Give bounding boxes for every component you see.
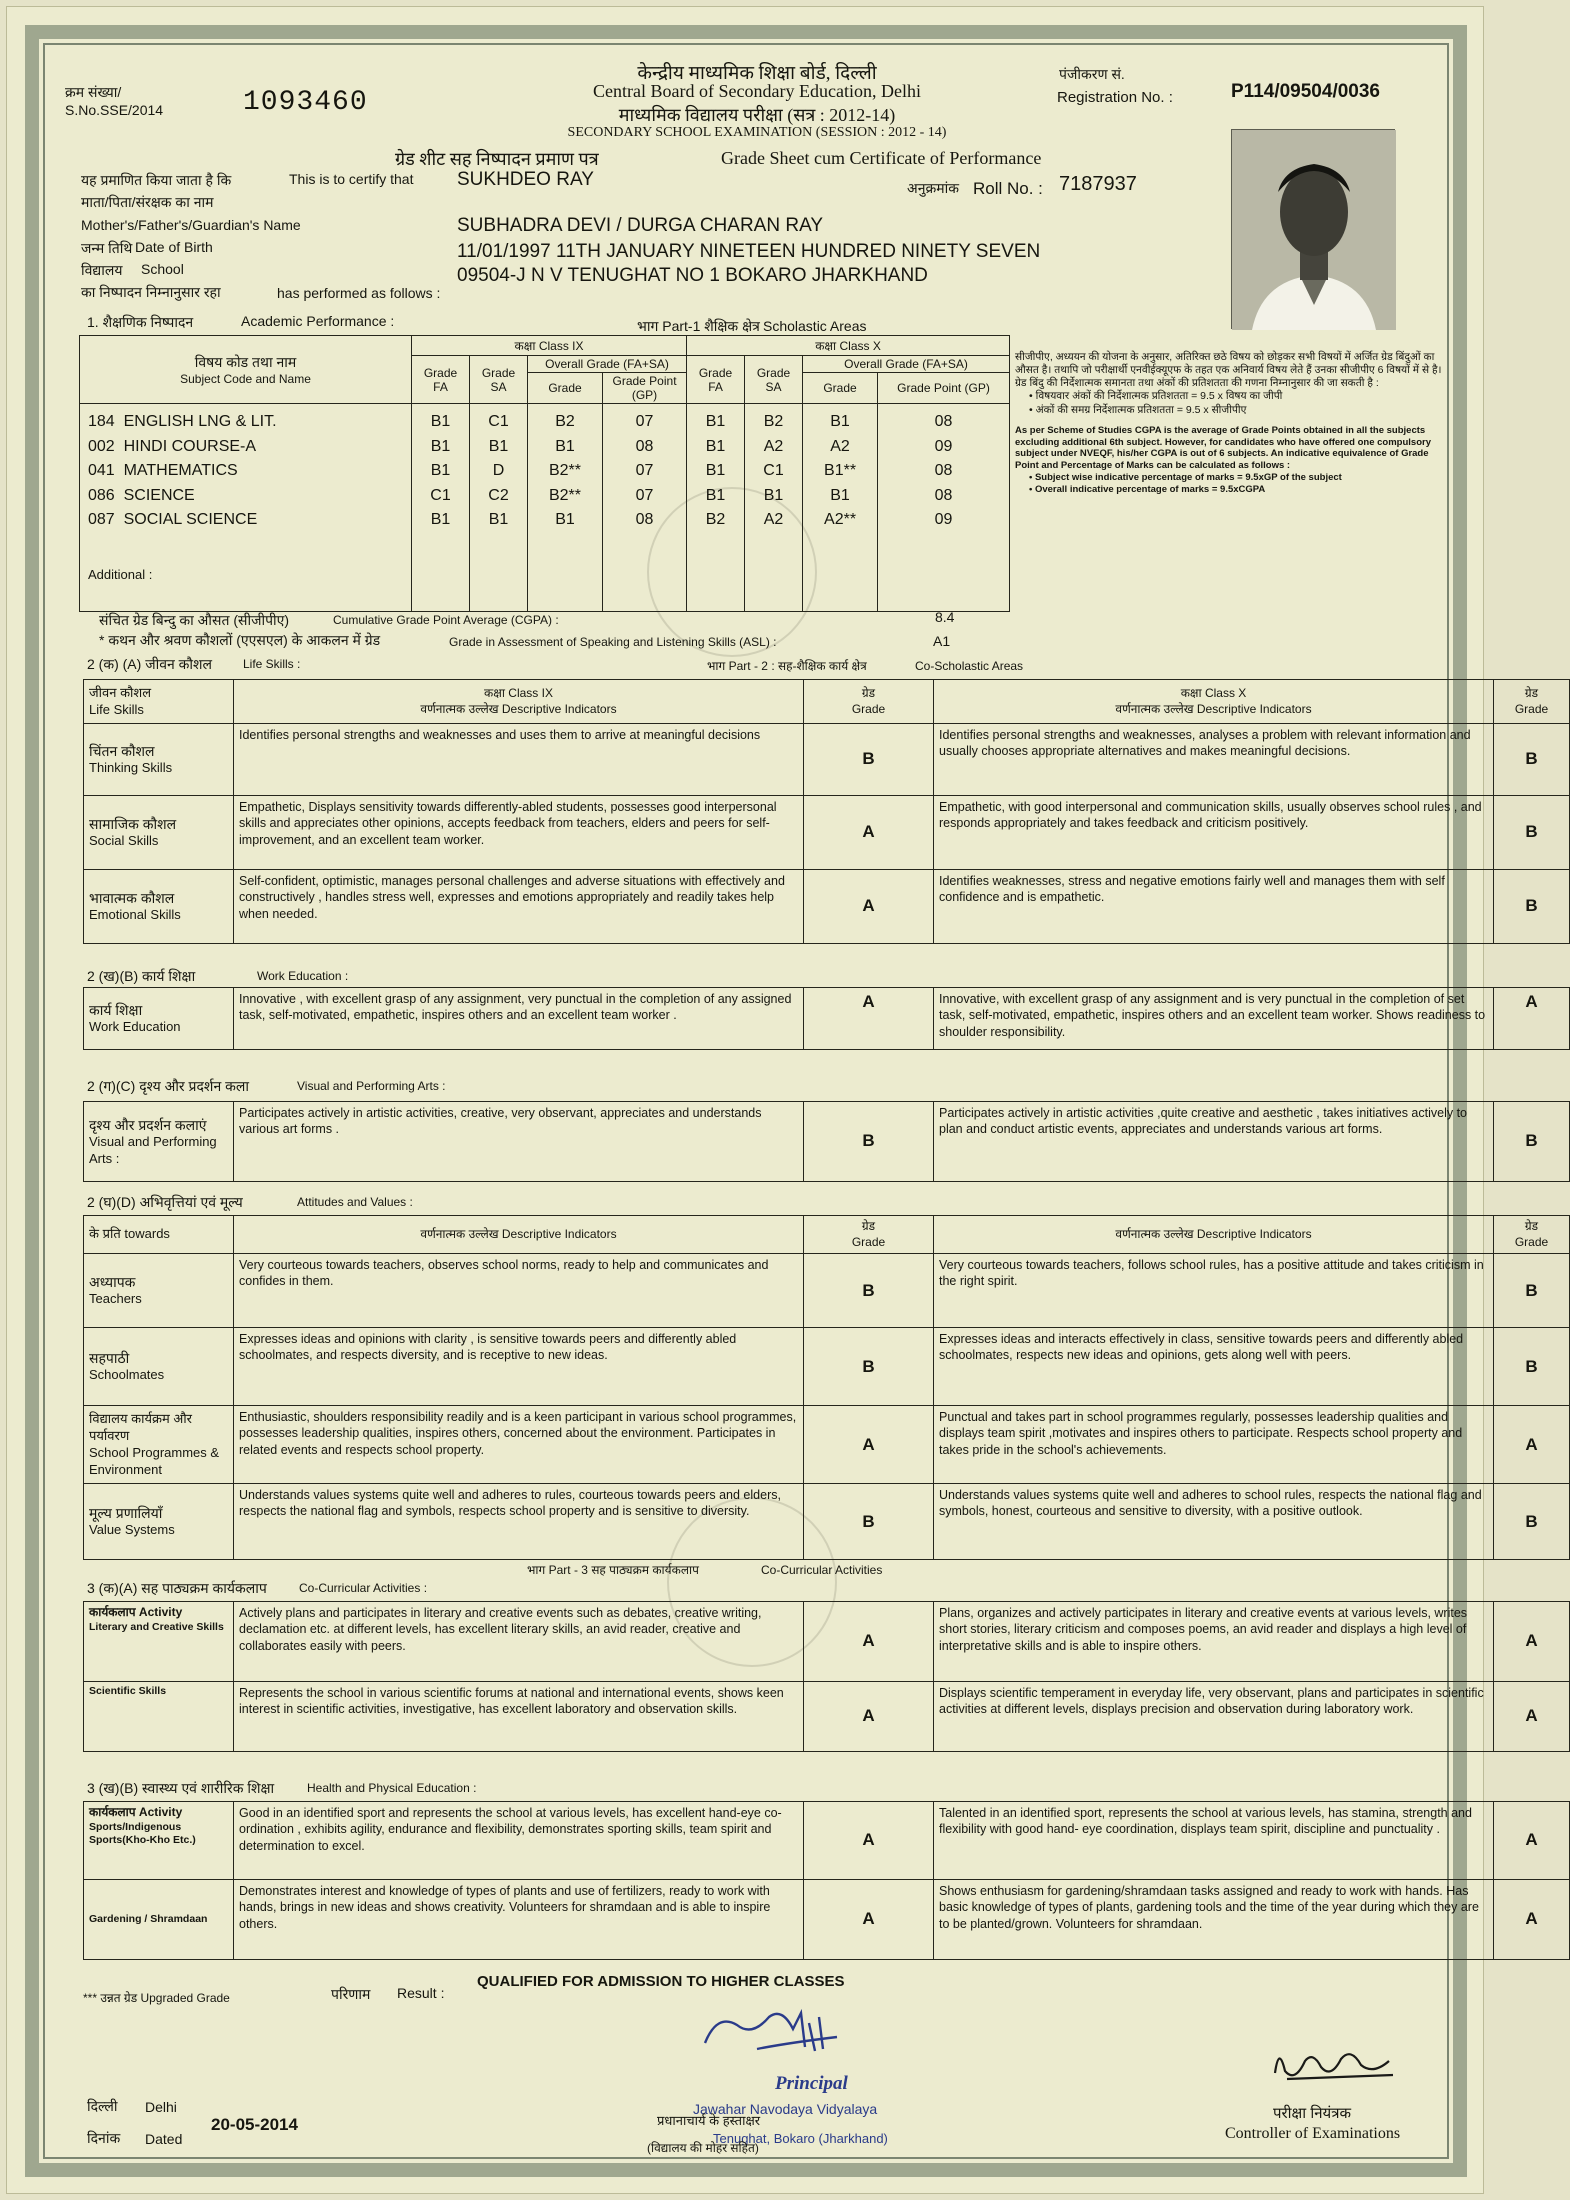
schoolmates-label: सहपाठी Schoolmates bbox=[84, 1328, 234, 1406]
certify-label-hi: यह प्रमाणित किया जाता है कि bbox=[81, 172, 232, 188]
serial-number: 1093460 bbox=[243, 87, 368, 118]
upgraded-grade-note: *** उन्नत ग्रेड Upgraded Grade bbox=[83, 1991, 230, 2005]
social-skills-c10-grade: B bbox=[1494, 796, 1570, 870]
gardening-c10-grade: A bbox=[1494, 1880, 1570, 1960]
board-name: Central Board of Secondary Education, Delhi bbox=[593, 81, 921, 101]
literary-skills-c10-grade: A bbox=[1494, 1602, 1570, 1682]
health-table bbox=[83, 1801, 1570, 1960]
sports-label: कार्यकलाप Activity Sports/Indigenous Sports(Kho-Kho Etc.) bbox=[84, 1802, 234, 1880]
work-education-c10-text: Innovative, with excellent grasp of any assignment and is very punctual in the completion of set task, self-motivated, empathetic, inspires others and an excellent team worker. Shows readiness to shoulder responsibility. bbox=[934, 988, 1494, 1050]
place-label-hi: दिल्ली bbox=[87, 2098, 118, 2114]
roll-label: Roll No. : bbox=[973, 179, 1043, 198]
value-systems-c10-text: Understands values systems quite well and adheres to school rules, respects the national flag and symbols, honest, courteous and sensitive to diversity, with a positive outlook. bbox=[934, 1484, 1494, 1560]
scientific-skills-c9-grade: A bbox=[804, 1682, 934, 1752]
work-education-title-hi: 2 (ख)(B) कार्य शिक्षा bbox=[87, 968, 196, 984]
principal-seal-caption-hi: (विद्यालय की मोहर सहित) bbox=[647, 2141, 759, 2155]
school-programmes-c10-grade: A bbox=[1494, 1406, 1570, 1484]
thinking-skills-c9-text: Identifies personal strengths and weaknesses and uses them to arrive at meaningful decisions bbox=[234, 724, 804, 796]
date-label-hi: दिनांक bbox=[87, 2130, 121, 2146]
c9-overall-head: Overall Grade (FA+SA) bbox=[528, 356, 687, 373]
part1-label-hi: भाग Part-1 शैक्षिक क्षेत्र bbox=[637, 318, 760, 334]
social-skills-c10-text: Empathetic, with good interpersonal and communication skills, usually observes school rules , and responds appropriately and takes feedback and criticism positively. bbox=[934, 796, 1494, 870]
result-label: Result : bbox=[397, 1985, 445, 2001]
scientific-skills-label: Scientific Skills bbox=[84, 1682, 234, 1752]
registration-label-hi: पंजीकरण सं. bbox=[1059, 66, 1125, 82]
life-class9-grade-head: ग्रेड Grade bbox=[804, 680, 934, 724]
performed-label: has performed as follows : bbox=[277, 285, 441, 301]
student-name: SUKHDEO RAY bbox=[457, 169, 594, 190]
subject-row: 087 SOCIAL SCIENCE bbox=[88, 511, 258, 528]
attitudes-table bbox=[83, 1215, 1570, 1560]
school-programmes-c9-text: Enthusiastic, shoulders responsibility readily and is a keen participant in various school programmes, possesses leadership qualities, inspires others, concerned about the environment. Participates in related events and respects school property. bbox=[234, 1406, 804, 1484]
place-label: Delhi bbox=[145, 2099, 177, 2115]
gardening-c9-grade: A bbox=[804, 1880, 934, 1960]
visual-arts-title: Visual and Performing Arts : bbox=[297, 1079, 446, 1093]
teachers-c10-text: Very courteous towards teachers, follows school rules, has a positive attitude and takes criticism in the right spirit. bbox=[934, 1254, 1494, 1328]
academic-section-title-hi: 1. शैक्षणिक निष्पादन bbox=[87, 314, 194, 330]
parents-name: SUBHADRA DEVI / DURGA CHARAN RAY bbox=[457, 215, 824, 236]
sports-c9-text: Good in an identified sport and represents the school at various levels, has excellent hand-eye co-ordination , exhibits agility, endurance and flexibility, demonstrates sporting skills, team spirit and determination to excel. bbox=[234, 1802, 804, 1880]
dob-label: Date of Birth bbox=[135, 239, 213, 255]
principal-signature bbox=[697, 2003, 847, 2063]
result-label-hi: परिणाम bbox=[331, 1986, 371, 2002]
emotional-skills-c9-grade: A bbox=[804, 870, 934, 944]
c10-sa-head: Grade SA bbox=[745, 356, 803, 404]
visual-arts-c9-grade: B bbox=[804, 1102, 934, 1182]
controller-signature bbox=[1265, 2031, 1405, 2091]
scientific-skills-c10-grade: A bbox=[1494, 1682, 1570, 1752]
emotional-skills-c9-text: Self-confident, optimistic, manages personal challenges and adverse situations with effectively and constructively , handles stress well, expresses and emotions appropriately and readily takes help when needed. bbox=[234, 870, 804, 944]
school-programmes-label: विद्यालय कार्यक्रम और पर्यावरण School Programmes & Environment bbox=[84, 1406, 234, 1484]
value-systems-c9-text: Understands values systems quite well and adheres to rules, courteous towards peers and elders, respects the national flag and symbols, respects school property and is sensitive to diversity. bbox=[234, 1484, 804, 1560]
cgpa-value: 8.4 bbox=[935, 609, 955, 625]
controller-title: Controller of Examinations bbox=[1225, 2125, 1401, 2142]
visual-arts-title-hi: 2 (ग)(C) दृश्य और प्रदर्शन कला bbox=[87, 1078, 249, 1094]
class10-header: कक्षा Class X bbox=[687, 336, 1010, 356]
value-systems-c10-grade: B bbox=[1494, 1484, 1570, 1560]
c10-sa-column: B2 A2 C1 B1 A2 bbox=[745, 404, 803, 612]
board-name-hi: केन्द्रीय माध्यमिक शिक्षा बोर्ड, दिल्ली bbox=[637, 63, 877, 84]
social-skills-c9-grade: A bbox=[804, 796, 934, 870]
subject-list bbox=[80, 404, 412, 612]
part3-label: Co-Curricular Activities bbox=[761, 1563, 883, 1577]
parent-label-hi: माता/पिता/संरक्षक का नाम bbox=[81, 194, 214, 210]
life-skills-title-hi: 2 (क) (A) जीवन कौशल bbox=[87, 656, 213, 672]
certify-label: This is to certify that bbox=[289, 171, 414, 187]
c10-overall-head: Overall Grade (FA+SA) bbox=[803, 356, 1010, 373]
principal-stamp-line-1: Jawahar Navodaya Vidyalaya bbox=[693, 2101, 878, 2117]
student-photo bbox=[1231, 129, 1395, 329]
school-label: School bbox=[141, 261, 184, 277]
schoolmates-c9-text: Expresses ideas and opinions with clarity , is sensitive towards peers and differently abled schoolmates, and respects diversity, and is receptive to new ideas. bbox=[234, 1328, 804, 1406]
visual-arts-table bbox=[83, 1101, 1570, 1182]
literary-skills-label: कार्यकलाप Activity Literary and Creative Skills bbox=[84, 1602, 234, 1682]
roll-number: 7187937 bbox=[1059, 173, 1137, 195]
teachers-label: अध्यापक Teachers bbox=[84, 1254, 234, 1328]
visual-arts-c10-text: Participates actively in artistic activities ,quite creative and aesthetic , takes initiatives actively to plan and conduct artistic events, appreciates and understands various art forms. bbox=[934, 1102, 1494, 1182]
part1-label: Scholastic Areas bbox=[763, 318, 867, 334]
gardening-c10-text: Shows enthusiasm for gardening/shramdaan tasks assigned and ready to work with hands. Has basic knowledge of types of plants, gardening tools and the time of the year during which they are to be planted/grown. Volunteers for shramdaan. bbox=[934, 1880, 1494, 1960]
subject-row: 002 HINDI COURSE-A bbox=[88, 437, 257, 455]
principal-signature-caption-hi: प्रधानाचार्य के हस्ताक्षर bbox=[657, 2113, 761, 2128]
co-curricular-table bbox=[83, 1601, 1570, 1752]
schoolmates-c9-grade: B bbox=[804, 1328, 934, 1406]
value-systems-label: मूल्य प्रणालियाँ Value Systems bbox=[84, 1484, 234, 1560]
life-skills-table bbox=[83, 679, 1570, 944]
principal-stamp-line-2: Tenughat, Bokaro (Jharkhand) bbox=[713, 2131, 888, 2146]
emotional-skills-c10-grade: B bbox=[1494, 870, 1570, 944]
c10-gp-column: 08 09 08 08 09 bbox=[878, 404, 1010, 612]
life-class9-head: कक्षा Class IX वर्णनात्मक उल्लेख Descriptive Indicators bbox=[234, 680, 804, 724]
academic-table bbox=[79, 335, 1010, 612]
gardening-label: Gardening / Shramdaan bbox=[84, 1880, 234, 1960]
cgpa-label: Cumulative Grade Point Average (CGPA) : bbox=[333, 613, 559, 627]
school-programmes-c10-text: Punctual and takes part in school programmes regularly, possesses leadership qualities and displays team spirit ,motivates and inspires others to participate. Respects school property and takes pride in the school's achievements. bbox=[934, 1406, 1494, 1484]
grade-sheet bbox=[6, 6, 1549, 2194]
asl-label: Grade in Assessment of Speaking and Listening Skills (ASL) : bbox=[449, 635, 777, 649]
visual-arts-c9-text: Participates actively in artistic activities, creative, very observant, appreciates and understands various art forms . bbox=[234, 1102, 804, 1182]
c10-grade-head: Grade bbox=[803, 373, 878, 404]
literary-skills-c9-text: Actively plans and participates in literary and creative events such as debates, creative writing, declamation etc. at different levels, has excellent literary skills, an avid reader, creative and collaborates easily with peers. bbox=[234, 1602, 804, 1682]
sports-c9-grade: A bbox=[804, 1802, 934, 1880]
c9-fa-column: B1 B1 B1 C1 B1 bbox=[412, 404, 470, 612]
scientific-skills-c10-text: Displays scientific temperament in everyday life, very observant, plans and participates in scientific activities at different levels, displays precision and observation during laboratory work. bbox=[934, 1682, 1494, 1752]
attitudes-c10-grade-head: ग्रेड Grade bbox=[1494, 1216, 1570, 1254]
part2-label: Co-Scholastic Areas bbox=[915, 659, 1024, 673]
attitudes-title: Attitudes and Values : bbox=[297, 1195, 413, 1209]
principal-title: Principal bbox=[775, 2073, 848, 2094]
c10-fa-head: Grade FA bbox=[687, 356, 745, 404]
registration-number: P114/09504/0036 bbox=[1231, 81, 1380, 102]
life-class10-head: कक्षा Class X वर्णनात्मक उल्लेख Descriptive Indicators bbox=[934, 680, 1494, 724]
literary-skills-c10-text: Plans, organizes and actively participates in literary and creative events at various levels, writes short stories, literary criticism and composes poems, an avid reader and displays a high level of interpretative skills and is able to inspire others. bbox=[934, 1602, 1494, 1682]
sr-no-label-hi: क्रम संख्या/ bbox=[65, 84, 122, 100]
value-systems-c9-grade: B bbox=[804, 1484, 934, 1560]
roll-label-hi: अनुक्रमांक bbox=[907, 180, 959, 196]
asl-value: A1 bbox=[933, 633, 951, 649]
teachers-c9-grade: B bbox=[804, 1254, 934, 1328]
health-title-hi: 3 (ख)(B) स्वास्थ्य एवं शारीरिक शिक्षा bbox=[87, 1780, 275, 1796]
school-name: 09504-J N V TENUGHAT NO 1 BOKARO JHARKHAND bbox=[457, 265, 928, 286]
attitudes-col-head: के प्रति towards bbox=[84, 1216, 234, 1254]
attitudes-title-hi: 2 (घ)(D) अभिवृत्तियां एवं मूल्य bbox=[87, 1194, 243, 1210]
date-label: Dated bbox=[145, 2131, 183, 2147]
work-education-title: Work Education : bbox=[257, 969, 349, 983]
social-skills-c9-text: Empathetic, Displays sensitivity towards differently-abled students, possesses good interpersonal skills and appreciates other opinions, accepts feedback from teachers, elders and peers for self-improvement, and an excellent team worker. bbox=[234, 796, 804, 870]
c9-gp-column: 07 08 07 07 08 bbox=[603, 404, 687, 612]
certificate-title: Grade Sheet cum Certificate of Performance bbox=[721, 148, 1042, 168]
c9-sa-head: Grade SA bbox=[470, 356, 528, 404]
attitudes-c10-desc-head: वर्णनात्मक उल्लेख Descriptive Indicators bbox=[934, 1216, 1494, 1254]
cgpa-label-hi: संचित ग्रेड बिन्दु का औसत (सीजीपीए) bbox=[99, 612, 290, 628]
controller-title-hi: परीक्षा नियंत्रक bbox=[1273, 2105, 1352, 2122]
scientific-skills-c9-text: Represents the school in various scientific forums at national and international events, shows keen interest in scientific activities, investigative, has excellent laboratory and observation skills. bbox=[234, 1682, 804, 1752]
emotional-skills-label: भावात्मक कौशल Emotional Skills bbox=[84, 870, 234, 944]
result-value: QUALIFIED FOR ADMISSION TO HIGHER CLASSES bbox=[477, 1973, 845, 1990]
school-programmes-c9-grade: A bbox=[804, 1406, 934, 1484]
teachers-c10-grade: B bbox=[1494, 1254, 1570, 1328]
sr-no-label: S.No.SSE/2014 bbox=[65, 102, 164, 118]
work-education-label: कार्य शिक्षा Work Education bbox=[84, 988, 234, 1050]
part3-label-hi: भाग Part - 3 सह पाठ्यक्रम कार्यकलाप bbox=[527, 1563, 699, 1577]
life-skills-title: Life Skills : bbox=[243, 657, 301, 671]
social-skills-label: सामाजिक कौशल Social Skills bbox=[84, 796, 234, 870]
work-education-table bbox=[83, 987, 1570, 1050]
subject-row: 086 SCIENCE bbox=[88, 486, 195, 504]
c10-grade-column: B1 A2 B1** B1 A2** bbox=[803, 404, 878, 612]
c10-gp-head: Grade Point (GP) bbox=[878, 373, 1010, 404]
performed-label-hi: का निष्पादन निम्नानुसार रहा bbox=[81, 284, 221, 300]
part2-label-hi: भाग Part - 2 : सह-शैक्षिक कार्य क्षेत्र bbox=[707, 659, 867, 673]
teachers-c9-text: Very courteous towards teachers, observes school norms, ready to help and communicates and confides in them. bbox=[234, 1254, 804, 1328]
attitudes-c9-grade-head: ग्रेड Grade bbox=[804, 1216, 934, 1254]
visual-arts-c10-grade: B bbox=[1494, 1102, 1570, 1182]
thinking-skills-c10-grade: B bbox=[1494, 724, 1570, 796]
subject-header: विषय कोड तथा नाम Subject Code and Name bbox=[80, 336, 412, 404]
co-curricular-title-hi: 3 (क)(A) सह पाठ्यक्रम कार्यकलाप bbox=[87, 1580, 267, 1596]
life-skills-col-head: जीवन कौशल Life Skills bbox=[84, 680, 234, 724]
subject-row: 184 ENGLISH LNG & LIT. bbox=[88, 413, 277, 430]
health-title: Health and Physical Education : bbox=[307, 1781, 477, 1795]
schoolmates-c10-text: Expresses ideas and interacts effectively in class, sensitive towards peers and differently abled schoolmates, respects new ideas and opinions, gets along well with peers. bbox=[934, 1328, 1494, 1406]
life-class10-grade-head: ग्रेड Grade bbox=[1494, 680, 1570, 724]
visual-arts-label: दृश्य और प्रदर्शन कलाएं Visual and Performing Arts : bbox=[84, 1102, 234, 1182]
work-education-c9-grade: A bbox=[804, 988, 934, 1050]
c10-fa-column: B1 B1 B1 B1 B2 bbox=[687, 404, 745, 612]
subject-row: 041 MATHEMATICS bbox=[88, 462, 238, 479]
thinking-skills-label: चिंतन कौशल Thinking Skills bbox=[84, 724, 234, 796]
certificate-title-hi: ग्रेड शीट सह निष्पादन प्रमाण पत्र bbox=[395, 149, 599, 169]
emotional-skills-c10-text: Identifies weaknesses, stress and negative emotions fairly well and manages them with self confidence and is empathetic. bbox=[934, 870, 1494, 944]
academic-section-title: Academic Performance : bbox=[241, 313, 395, 329]
issue-date: 20-05-2014 bbox=[211, 2115, 298, 2134]
registration-label: Registration No. : bbox=[1057, 89, 1173, 106]
exam-name-hi: माध्यमिक विद्यालय परीक्षा (सत्र : 2012-14) bbox=[618, 105, 896, 125]
class9-header: कक्षा Class IX bbox=[412, 336, 687, 356]
c9-gp-head: Grade Point (GP) bbox=[603, 373, 687, 404]
school-label-hi: विद्यालय bbox=[81, 262, 123, 278]
literary-skills-c9-grade: A bbox=[804, 1602, 934, 1682]
attitudes-c9-desc-head: वर्णनात्मक उल्लेख Descriptive Indicators bbox=[234, 1216, 804, 1254]
c9-grade-head: Grade bbox=[528, 373, 603, 404]
c9-sa-column: C1 B1 D C2 B1 bbox=[470, 404, 528, 612]
asl-label-hi: * कथन और श्रवण कौशलों (एएसएल) के आकलन में ग्रेड bbox=[99, 632, 381, 648]
work-education-c9-text: Innovative , with excellent grasp of any assignment, very punctual in the completion of any assigned task, self-motivated, empathetic, inspires others and an excellent team worker . bbox=[234, 988, 804, 1050]
co-curricular-title: Co-Curricular Activities : bbox=[299, 1581, 428, 1595]
thinking-skills-c10-text: Identifies personal strengths and weaknesses, analyses a problem with relevant information and usually chooses appropriate alternatives and makes meaningful decisions. bbox=[934, 724, 1494, 796]
sports-c10-text: Talented in an identified sport, represents the school at various levels, has stamina, strength and flexibility with good hand- eye coordination, displays team spirit, discipline and punctuality . bbox=[934, 1802, 1494, 1880]
dob-label-hi: जन्म तिथि bbox=[81, 240, 133, 256]
thinking-skills-c9-grade: B bbox=[804, 724, 934, 796]
c9-fa-head: Grade FA bbox=[412, 356, 470, 404]
work-education-c10-grade: A bbox=[1494, 988, 1570, 1050]
schoolmates-c10-grade: B bbox=[1494, 1328, 1570, 1406]
sports-c10-grade: A bbox=[1494, 1802, 1570, 1880]
gardening-c9-text: Demonstrates interest and knowledge of types of plants and use of fertilizers, ready to work with hands, brings in new ideas and shows creativity. Volunteers for shramdaan and is able to inspire others. bbox=[234, 1880, 804, 1960]
exam-name: SECONDARY SCHOOL EXAMINATION (SESSION : 2012 - 14) bbox=[567, 125, 947, 140]
parent-label: Mother's/Father's/Guardian's Name bbox=[81, 217, 301, 233]
date-of-birth: 11/01/1997 11TH JANUARY NINETEEN HUNDRED NINETY SEVEN bbox=[457, 241, 1041, 262]
cgpa-note: सीजीपीए, अध्ययन की योजना के अनुसार, अतिरिक्त छठे विषय को छोड़कर सभी विषयों में अर्जित ग्रेड बिंदुओं का औसत है। तथापि जो परीक्षार्थी एनवीईक्यूएफ के तहत एक अनिवार्य विषय लेते हैं उनका सीजीपीए 6 विषयों में से है। ग्रेड बिंदु की निर्देशात्मक समानता तथा अंकों की प्रतिशतता की गणना निम्नानुसार की जा सकती है : • विषयवार अंकों की निर्देशात्मक प्रतिशतता = 9.5 x विषय का जीपी • अंकों की समग्र निर्देशात्मक प्रतिशतता = 9.5 x सीजीपीए As per Scheme of Studies CGPA is the average of Grade Points obtained in all the subjects excluding additional 6th subject. However, for candidates who have offered one compulsory subject under NVEQF, his/her CGPA is out of 6 subjects. An indicative equivalence of Grade Point and Percentage of Marks can be calculated as follows : • Subject wise indicative percentage of marks = 9.5xGP of the subject • Overall indicative percentage of marks = 9.5xCGPA bbox=[1015, 351, 1442, 495]
c9-grade-column: B2 B1 B2** B2** B1 bbox=[528, 404, 603, 612]
additional-label: Additional : bbox=[88, 566, 153, 582]
